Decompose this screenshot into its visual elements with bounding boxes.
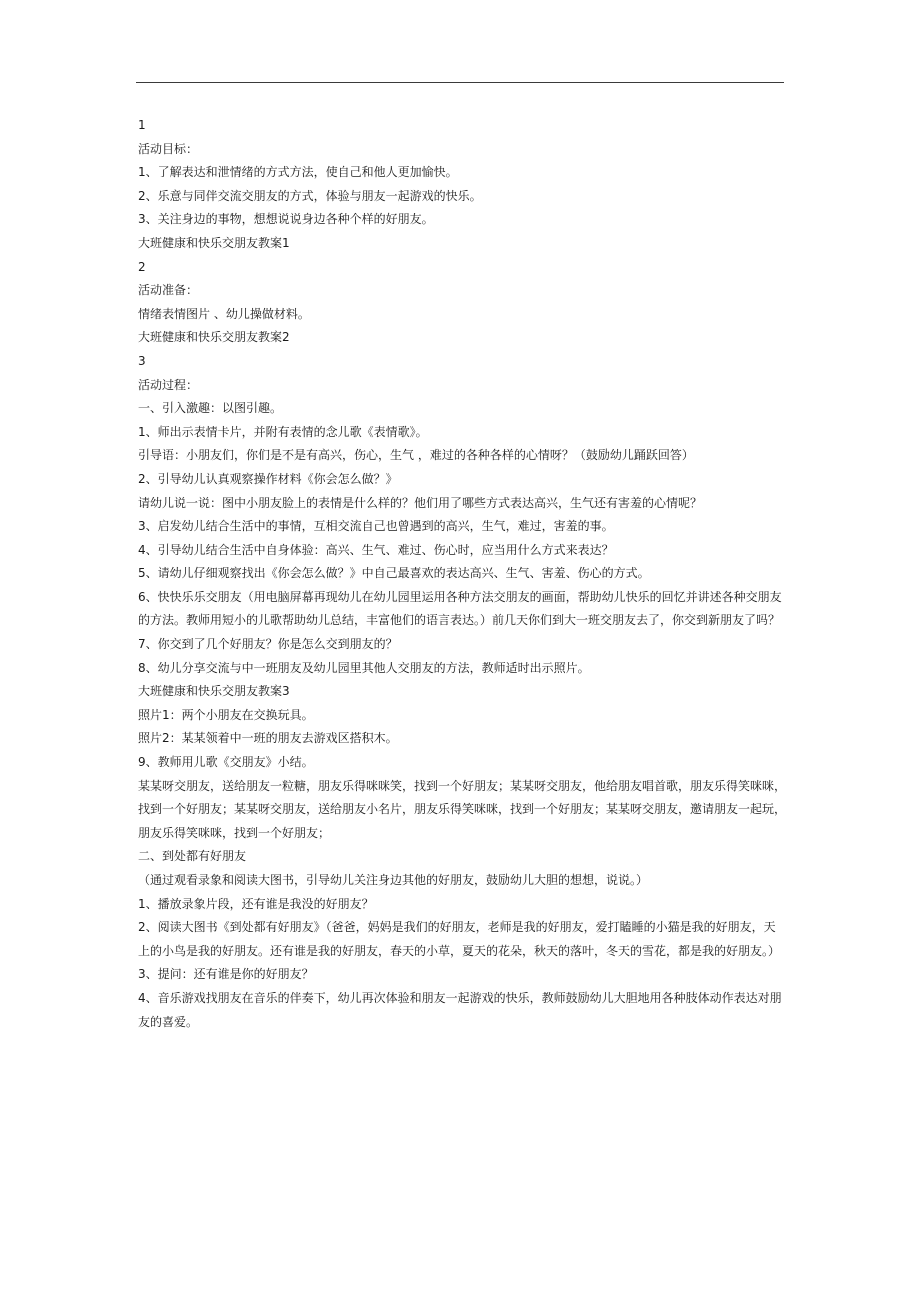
section-title: 大班健康和快乐交朋友教案1 (138, 235, 290, 250)
paragraph: 2、乐意与同伴交流交朋友的方式，体验与朋友一起游戏的快乐。 (138, 188, 482, 203)
heading-goals: 活动目标： (138, 141, 199, 156)
paragraph: （通过观看录象和阅读大图书，引导幼儿关注身边其他的好朋友，鼓励幼儿大胆的想想，说说。） (138, 873, 649, 887)
paragraph: 5、请幼儿仔细观察找出《你会怎么做？》中自己最喜欢的表达高兴、生气、害羞、伤心的方式。 (138, 566, 650, 581)
paragraph: 2、阅读大图书《到处都有好朋友》（爸爸，妈妈是我们的好朋友，老师是我的好朋友，爱打瞌睡的小猫是我的好朋友，天上的小鸟是我的好朋友。还有谁是我的好朋友，春天的小草，夏天的花朵，秋天的落叶，冬天的雪花，都是我的好朋友。） (138, 920, 781, 958)
paragraph: 1、了解表达和泄情绪的方式方法，使自己和他人更加愉快。 (138, 165, 458, 180)
section-title: 大班健康和快乐交朋友教案2 (138, 330, 290, 345)
paragraph: 2、引导幼儿认真观察操作材料《你会怎么做？》 (138, 471, 398, 486)
paragraph: 照片2：某某领着中一班的朋友去游戏区搭积木。 (138, 731, 398, 746)
paragraph: 照片1：两个小朋友在交换玩具。 (138, 707, 314, 722)
paragraph: 6、快快乐乐交朋友（用电脑屏幕再现幼儿在幼儿园里运用各种方法交朋友的画面，帮助幼儿快乐的回忆并讲述各种交朋友的方法。教师用短小的儿歌帮助幼儿总结，丰富他们的语言表达。）前几天你们到大一班交朋友去了，你交到新朋友了吗？ (138, 589, 782, 628)
paragraph: 9、教师用儿歌《交朋友》小结。 (138, 755, 314, 770)
heading-process: 活动过程： (138, 377, 199, 392)
paragraph: 引导语：小朋友们，你们是不是有高兴，伤心，生气 ，难过的各种各样的心情呀？（鼓励幼儿踊跃回答） (138, 448, 694, 463)
document-body (138, 114, 786, 1034)
paragraph: 3、关注身边的事物，想想说说身边各种个样的好朋友。 (138, 212, 434, 227)
paragraph: 3、启发幼儿结合生活中的事情，互相交流自己也曾遇到的高兴，生气，难过，害羞的事。 (138, 519, 614, 534)
paragraph: 3、提问：还有谁是你的好朋友？ (138, 967, 314, 982)
section-title: 大班健康和快乐交朋友教案3 (138, 684, 290, 699)
paragraph: 1、师出示表情卡片，并附有表情的念儿歌《表情歌》。 (138, 424, 428, 439)
paragraph: 某某呀交朋友，送给朋友一粒糖，朋友乐得咪咪笑，找到一个好朋友；某某呀交朋友，他给朋友唱首歌，朋友乐得笑咪咪，找到一个好朋友；某某呀交朋友，送给朋友小名片，朋友乐得笑咪咪，找到一个好朋友；某某呀交朋友，邀请朋友一起玩，朋友乐得笑咪咪，找到一个好朋友； (138, 778, 787, 840)
paragraph: 情绪表情图片 、幼儿操做材料。 (138, 306, 310, 321)
paragraph: 二、到处都有好朋友 (138, 849, 247, 864)
paragraph: 1、播放录象片段，还有谁是我没的好朋友？ (138, 896, 374, 911)
section-number: 2 (138, 259, 146, 274)
heading-preparation: 活动准备： (138, 283, 199, 298)
section-number: 1 (138, 118, 146, 132)
paragraph: 4、引导幼儿结合生活中自身体验：高兴、生气、难过、伤心时，应当用什么方式来表达？ (138, 542, 614, 557)
paragraph: 4、音乐游戏找朋友在音乐的伴奏下，幼儿再次体验和朋友一起游戏的快乐，教师鼓励幼儿大胆地用各种肢体动作表达对朋友的喜爱。 (138, 990, 782, 1029)
paragraph: 请幼儿说一说：图中小朋友脸上的表情是什么样的？他们用了哪些方式表达高兴，生气还有害羞的心情呢？ (138, 495, 703, 510)
paragraph: 8、幼儿分享交流与中一班朋友及幼儿园里其他人交朋友的方法，教师适时出示照片。 (138, 660, 590, 675)
section-number: 3 (138, 353, 146, 368)
paragraph: 一、引入激趣：以图引趣。 (138, 401, 283, 416)
paragraph: 7、你交到了几个好朋友？你是怎么交到朋友的？ (138, 637, 398, 652)
header-rule (136, 82, 784, 83)
